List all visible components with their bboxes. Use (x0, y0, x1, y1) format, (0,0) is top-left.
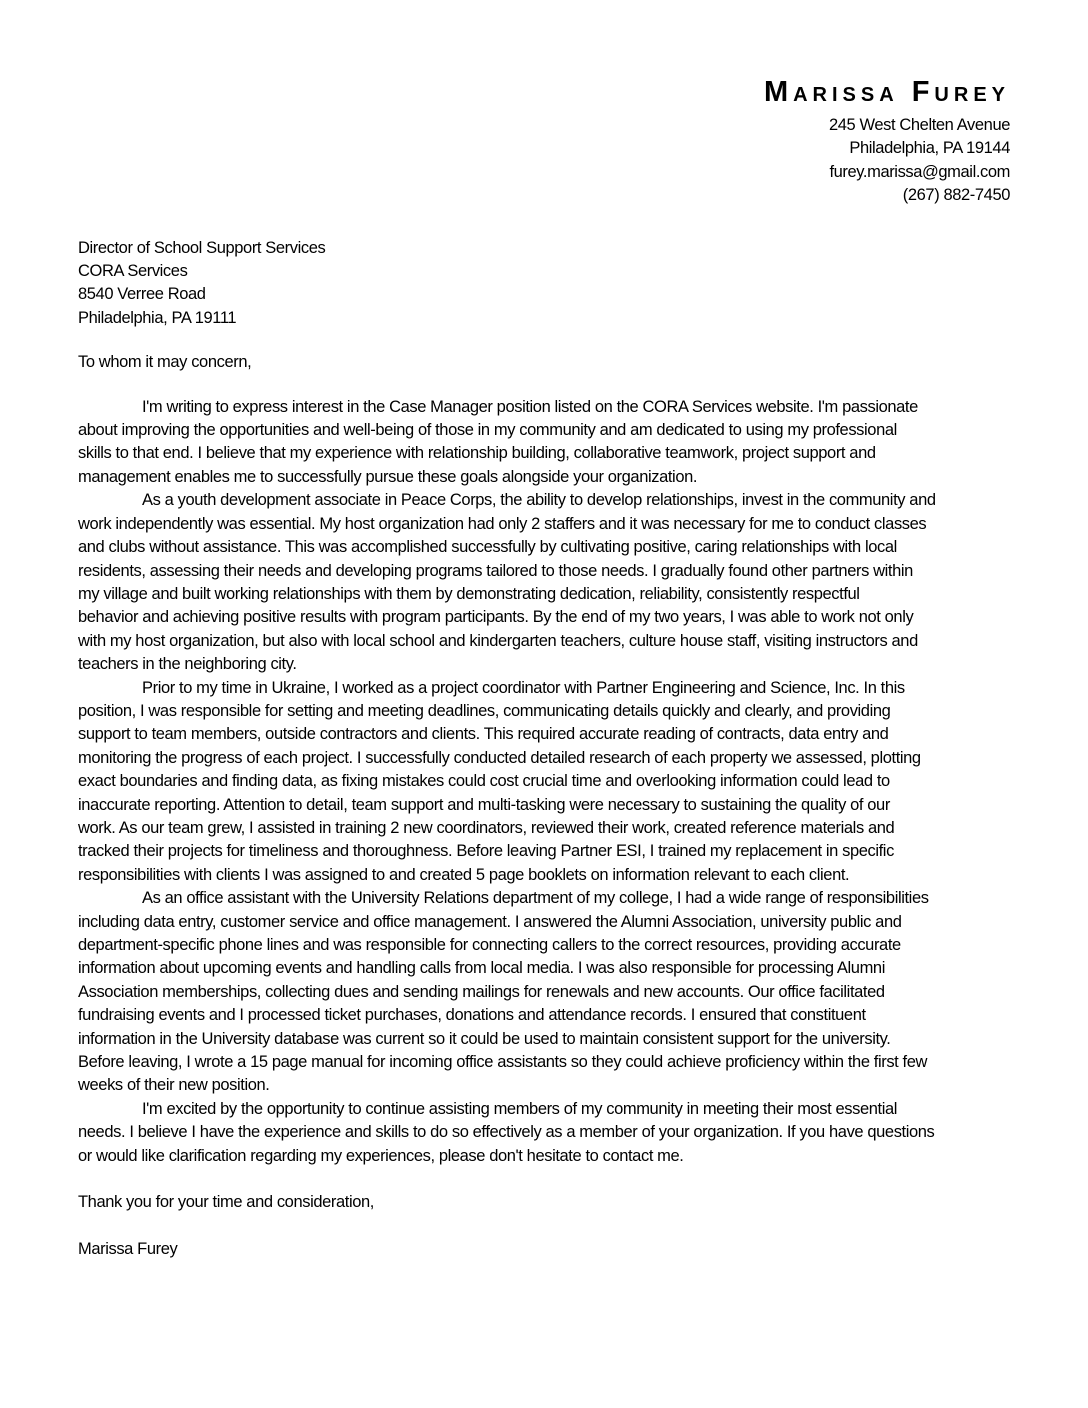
recipient-line: 8540 Verree Road (78, 285, 206, 304)
recipient-line: Philadelphia, PA 19111 (78, 308, 237, 327)
sender-block (78, 76, 1010, 208)
body-line: As an office assistant with the University Relations department of my college, I had a wide range of responsibilities (142, 889, 929, 908)
recipient-line: CORA Services (78, 262, 188, 281)
body-paragraph (78, 887, 1010, 1098)
body-line: responsibilities with clients I was assigned to and created 5 page booklets on information relevant to each client. (78, 865, 850, 884)
body-paragraph (78, 396, 1010, 490)
signature-name: Marissa Furey (78, 1240, 178, 1259)
body-line: skills to that end. I believe that my experience with relationship building, collaborative teamwork, project support and (78, 444, 876, 463)
body-line: Prior to my time in Ukraine, I worked as a project coordinator with Partner Engineering and Science, Inc. In this (142, 678, 905, 697)
body-line: Association memberships, collecting dues and sending mailings for renewals and new accounts. Our office facilitated (78, 982, 885, 1001)
sender-name: Marissa Furey (763, 76, 1010, 108)
body-line: my village and built working relationships with them by demonstrating dedication, reliability, consistently respectful (78, 584, 860, 603)
sender-address-line2: Philadelphia, PA 19144 (849, 139, 1010, 158)
body-line: teachers in the neighboring city. (78, 655, 297, 674)
body-line: and clubs without assistance. This was accomplished successfully by cultivating positive, caring relationships with local (78, 538, 897, 557)
body-line: inaccurate reporting. Attention to detail, team support and multi-tasking were necessary to sustaining the quality of our (78, 795, 890, 814)
body-line: work. As our team grew, I assisted in training 2 new coordinators, reviewed their work, created reference materials and (78, 818, 895, 837)
body-line: support to team members, outside contractors and clients. This required accurate reading of contracts, data entry and (78, 725, 889, 744)
letter-content (78, 0, 1010, 1262)
sender-address-line1: 245 West Chelten Avenue (829, 116, 1010, 134)
body-line: As a youth development associate in Peace Corps, the ability to develop relationships, invest in the community and (142, 491, 936, 510)
body-line: information about upcoming events and handling calls from local media. I was also responsible for processing Alumni (78, 959, 885, 978)
salutation: To whom it may concern, (78, 353, 252, 372)
body-line: residents, assessing their needs and developing programs tailored to those needs. I gradually found other partners within (78, 561, 913, 580)
recipient-block (78, 237, 1010, 331)
sender-email: furey.marissa@gmail.com (829, 162, 1010, 181)
body-line: information in the University database was current so it could be used to maintain consistent support for the university. (78, 1029, 891, 1048)
body-line: work independently was essential. My host organization had only 2 staffers and it was necessary for me to conduct classes (78, 514, 927, 533)
recipient-line: Director of School Support Services (78, 238, 326, 257)
closing: Thank you for your time and consideration, (78, 1193, 374, 1212)
body-line: including data entry, customer service and office management. I answered the Alumni Association, university public and (78, 912, 902, 931)
body-line: monitoring the progress of each project. I successfully conducted detailed research of each property we assessed, plotting (78, 748, 921, 767)
body-line: fundraising events and I processed ticket purchases, donations and attendance records. I ensured that constituent (78, 1006, 866, 1025)
sender-phone: (267) 882-7450 (902, 186, 1010, 205)
body-line: with my host organization, but also with local school and kindergarten teachers, culture house staff, visiting instructors and (78, 631, 918, 650)
body-line: position, I was responsible for setting and meeting deadlines, communicating details quickly and clearly, and providing (78, 701, 891, 720)
letter-body (78, 396, 1010, 1168)
body-line: Before leaving, I wrote a 15 page manual for incoming office assistants so they could achieve proficiency within the first few (78, 1053, 928, 1072)
body-line: or would like clarification regarding my experiences, please don't hesitate to contact me. (78, 1146, 684, 1165)
body-line: needs. I believe I have the experience and skills to do so effectively as a member of your organization. If you have questions (78, 1123, 935, 1142)
body-paragraph (78, 489, 1010, 676)
body-line: I'm writing to express interest in the Case Manager position listed on the CORA Services website. I'm passionate (142, 397, 918, 416)
body-line: department-specific phone lines and was responsible for connecting callers to the correct resources, providing accurate (78, 936, 901, 954)
body-line: weeks of their new position. (78, 1076, 270, 1095)
body-line: I'm excited by the opportunity to continue assisting members of my community in meeting their most essential (142, 1099, 898, 1118)
body-paragraph (78, 1098, 1010, 1168)
body-line: exact boundaries and finding data, as fixing mistakes could cost crucial time and overlooking information could lead to (78, 772, 890, 791)
body-line: behavior and achieving positive results with program participants. By the end of my two years, I was able to work not only (78, 608, 914, 627)
body-line: tracked their projects for timeliness and thoroughness. Before leaving Partner ESI, I trained my replacement in specific (78, 842, 894, 861)
body-line: management enables me to successfully pursue these goals alongside your organization. (78, 467, 698, 486)
body-line: about improving the opportunities and well-being of those in my community and am dedicated to using my professional (78, 421, 897, 440)
body-paragraph (78, 677, 1010, 888)
